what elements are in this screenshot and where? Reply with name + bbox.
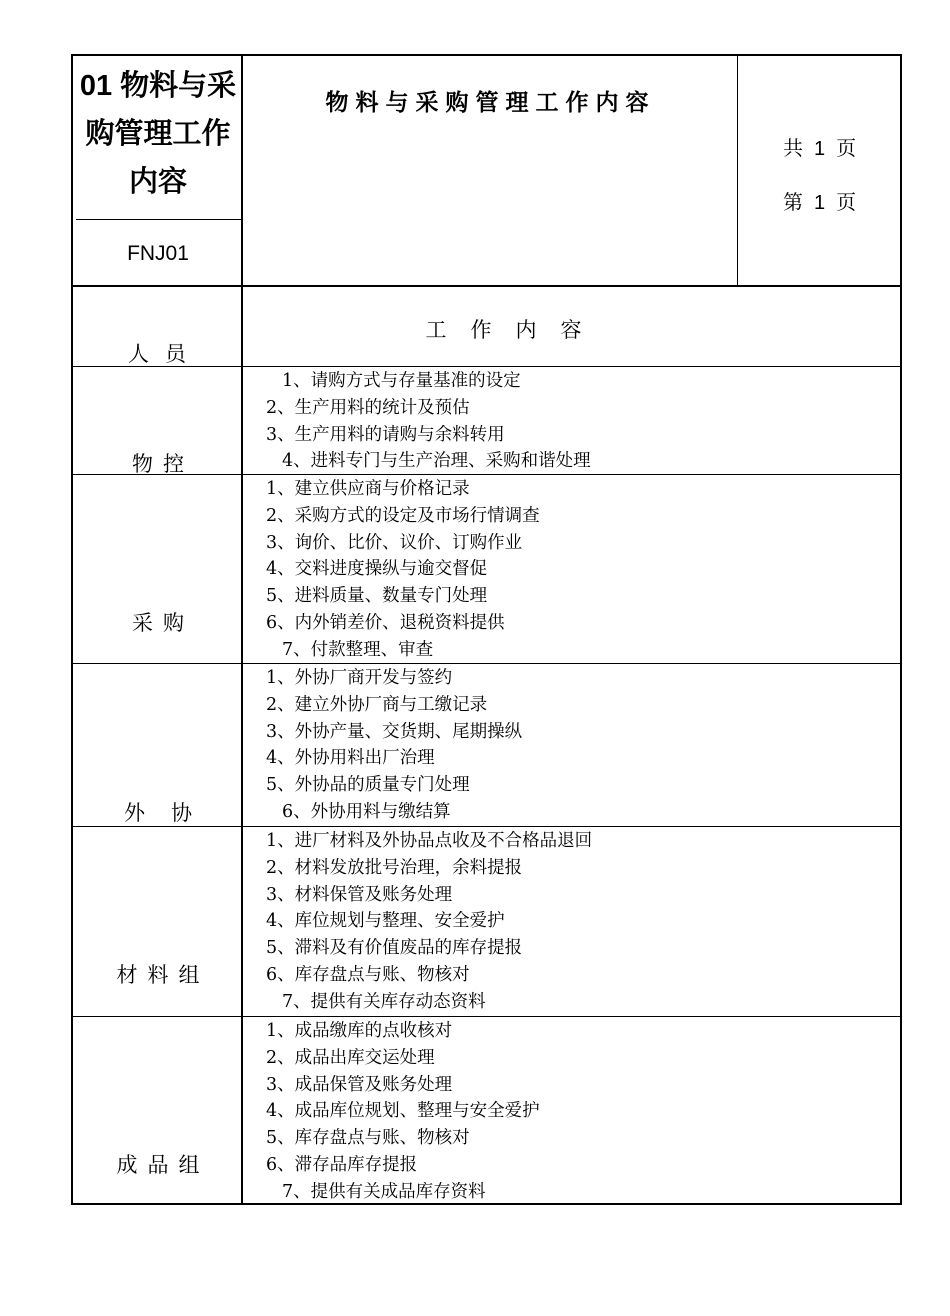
section-label-materials-group: 材料组	[116, 963, 210, 987]
list-item: 1、外协厂商开发与签约	[266, 668, 453, 688]
list-item: 3、询价、比价、议价、订购作业	[266, 532, 523, 553]
list-item: 1、建立供应商与价格记录	[266, 479, 470, 499]
short-title-line: 01 物料与采	[79, 70, 237, 102]
document-short-title	[73, 56, 243, 220]
purchasing-duties	[266, 476, 896, 664]
short-title-line: 购管理工作	[85, 118, 231, 150]
list-item: 2、建立外协厂商与工缴记录	[266, 694, 488, 715]
material-control-duties	[266, 368, 896, 475]
list-item: 3、材料保管及账务处理	[266, 884, 453, 905]
row-divider	[73, 285, 900, 287]
short-title-line: 内容	[128, 166, 187, 198]
row-divider	[73, 1016, 900, 1017]
title-underline	[76, 219, 242, 220]
list-item: 2、采购方式的设定及市场行情调查	[266, 505, 540, 526]
total-pages-number: 1	[813, 138, 827, 160]
section-label-material-control: 物控	[132, 452, 194, 476]
current-page: 第 1 页	[782, 190, 858, 214]
total-pages: 共 1 页	[782, 136, 858, 160]
list-item: 3、外协产量、交货期、尾期操纵	[266, 721, 523, 742]
list-item: 1、进厂材料及外协品点收及不合格品退回	[266, 831, 593, 851]
list-item: 4、外协用料出厂治理	[266, 748, 435, 769]
list-item: 7、付款整理、审查	[282, 639, 434, 660]
list-item: 7、提供有关库存动态资料	[282, 991, 486, 1012]
list-item: 7、提供有关成品库存资料	[282, 1181, 486, 1202]
list-item: 2、成品出库交运处理	[266, 1047, 435, 1068]
materials-group-duties	[266, 828, 896, 1016]
outsourcing-duties	[266, 665, 896, 826]
section-label-purchasing: 采购	[132, 611, 194, 635]
list-item: 4、进料专门与生产治理、采购和谐处理	[282, 451, 591, 472]
document-table	[71, 54, 902, 1205]
list-item: 5、库存盘点与账、物核对	[266, 1128, 470, 1149]
list-item: 6、滞存品库存提报	[266, 1154, 418, 1175]
list-item: 2、材料发放批号治理，余料提报	[266, 857, 523, 878]
list-item: 5、外协品的质量专门处理	[266, 775, 470, 796]
document-title: 物料与采购管理工作内容	[325, 90, 656, 116]
list-item: 6、库存盘点与账、物核对	[266, 964, 470, 985]
document-code: FNJ01	[127, 242, 189, 265]
list-item: 1、成品缴库的点收核对	[266, 1021, 453, 1041]
list-item: 3、生产用料的请购与余料转用	[266, 424, 505, 445]
list-item: 4、库位规划与整理、安全爱护	[266, 911, 505, 932]
work-content-header: 工作内容	[425, 318, 606, 342]
list-item: 4、成品库位规划、整理与安全爱护	[266, 1101, 540, 1122]
section-label-outsourcing: 外协	[124, 801, 218, 825]
list-item: 1、请购方式与存量基准的设定	[282, 371, 521, 391]
list-item: 5、进料质量、数量专门处理	[266, 586, 488, 607]
list-item: 2、生产用料的统计及预估	[266, 397, 470, 418]
list-item: 4、交料进度操纵与逾交督促	[266, 559, 488, 580]
list-item: 6、内外销差价、退税资料提供	[266, 612, 505, 633]
current-page-number: 1	[813, 192, 827, 214]
finished-goods-group-duties	[266, 1018, 896, 1206]
list-item: 6、外协用料与缴结算	[282, 801, 451, 822]
personnel-header: 人员	[128, 342, 202, 366]
section-label-finished-goods-group: 成品组	[116, 1153, 210, 1177]
list-item: 3、成品保管及账务处理	[266, 1074, 453, 1095]
list-item: 5、滞料及有价值废品的库存提报	[266, 938, 523, 959]
